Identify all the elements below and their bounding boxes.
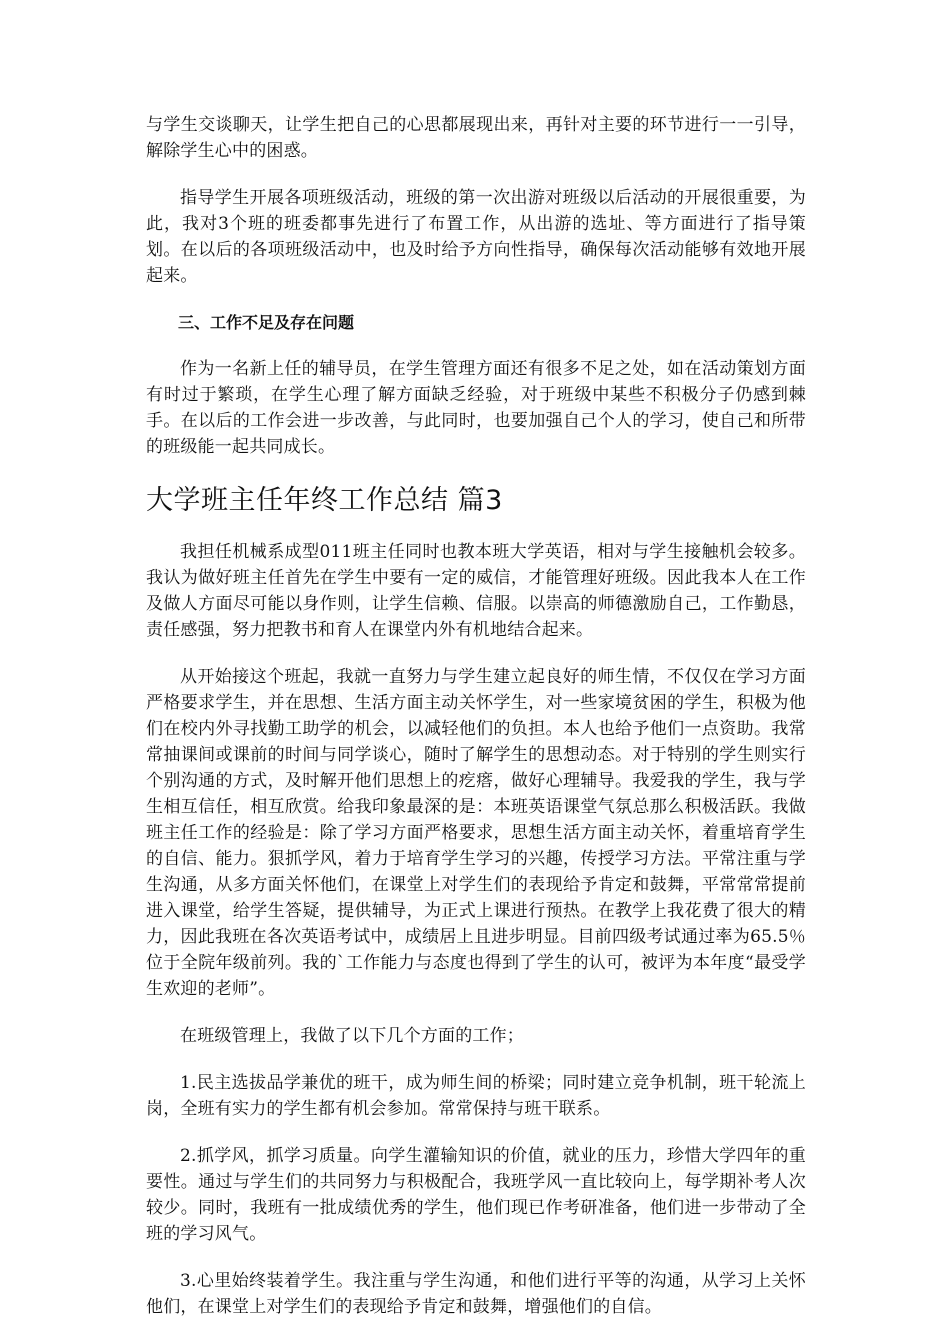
article-paragraph-5: 2.抓学风，抓学习质量。向学生灌输知识的价值，就业的压力，珍惜大学四年的重要性。通过与学生们的共同努力与积极配合，我班学风一直比较向上，每学期补考人次较少。同时，我班有一批成绩优秀的学生，他们现已作考研准备，他们进一步带动了全班的学习风气。 [146, 1146, 806, 1244]
section-paragraph: 作为一名新上任的辅导员，在学生管理方面还有很多不足之处，如在活动策划方面有时过于繁琐，在学生心理了解方面缺乏经验，对于班级中某些不积极分子仍感到棘手。在以后的工作会进一步改善，与此同时，也要加强自己个人的学习，使自己和所带的班级能一起共同成长。 [146, 359, 806, 457]
article-title: 大学班主任年终工作总结 篇3 [146, 485, 503, 516]
article-paragraph-3: 在班级管理上，我做了以下几个方面的工作； [180, 1026, 524, 1046]
continued-paragraph-1: 与学生交谈聊天，让学生把自己的心思都展现出来，再针对主要的环节进行一一引导，解除学生心中的困惑。 [146, 115, 806, 161]
continued-paragraph-2: 指导学生开展各项班级活动，班级的第一次出游对班级以后活动的开展很重要，为此，我对3个班的班委都事先进行了布置工作，从出游的选址、等方面进行了指导策划。在以后的各项班级活动中，也及时给予方向性指导，确保每次活动能够有效地开展起来。 [146, 188, 806, 286]
article-paragraph-1: 我担任机械系成型011班主任同时也教本班大学英语，相对与学生接触机会较多。我认为做好班主任首先在学生中要有一定的威信，才能管理好班级。因此我本人在工作及做人方面尽可能以身作则，让学生信赖、信服。以崇高的师德激励自己，工作勤恳，责任感强，努力把教书和育人在课堂内外有机地结合起来。 [146, 542, 806, 640]
article-paragraph-6: 3.心里始终装着学生。我注重与学生沟通，和他们进行平等的沟通，从学习上关怀他们，在课堂上对学生们的表现给予肯定和鼓舞，增强他们的自信。 [146, 1271, 806, 1317]
document-page [146, 112, 806, 1341]
section-heading: 三、工作不足及存在问题 [178, 313, 355, 332]
article-paragraph-4: 1.民主选拔品学兼优的班干，成为师生间的桥梁；同时建立竞争机制，班干轮流上岗，全班有实力的学生都有机会参加。常常保持与班干联系。 [146, 1073, 806, 1119]
article-paragraph-2: 从开始接这个班起，我就一直努力与学生建立起良好的师生情，不仅仅在学习方面严格要求学生，并在思想、生活方面主动关怀学生，对一些家境贫困的学生，积极为他们在校内外寻找勤工助学的机会，以减轻他们的负担。本人也给予他们一点资助。我常常抽课间或课前的时间与同学谈心，随时了解学生的思想动态。对于特别的学生则实行个别沟通的方式，及时解开他们思想上的疙瘩，做好心理辅导。我爱我的学生，我与学生相互信任，相互欣赏。给我印象最深的是：本班英语课堂气氛总那么积极活跃。我做班主任工作的经验是：除了学习方面严格要求，思想生活方面主动关怀，着重培育学生的自信、能力。狠抓学风，着力于培育学生学习的兴趣，传授学习方法。平常注重与学生沟通，从多方面关怀他们，在课堂上对学生们的表现给予肯定和鼓舞，平常常常提前进入课堂，给学生答疑，提供辅导，为正式上课进行预热。在教学上我花费了很大的精力，因此我班在各次英语考试中，成绩居上且进步明显。目前四级考试通过率为65.5％ 位于全院年级前列。我的`工作能力与态度也得到了学生的认可，被评为本年度“最受学生欢迎的老师”。 [146, 667, 806, 999]
